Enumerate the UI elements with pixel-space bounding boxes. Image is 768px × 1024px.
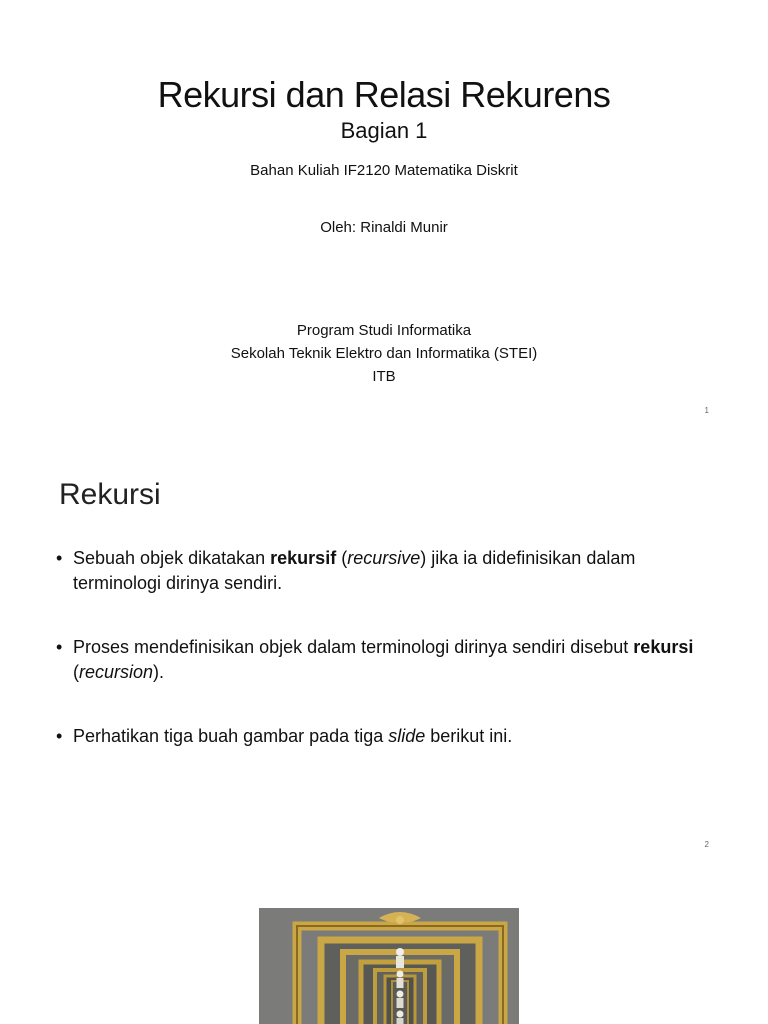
page-number: 2 [704,840,709,849]
bullet-icon: • [56,637,63,657]
slide-3 [0,868,768,1024]
slide-title: Rekursi dan Relasi Rekurens [157,74,611,115]
nested-frames-illustration [259,908,519,1024]
author-line: Oleh: Rinaldi Munir [320,219,448,236]
bullet-text: ). [153,662,165,682]
institution-line-2: Sekolah Teknik Elektro dan Informatika (STEI) [230,345,538,362]
slide-title: Rekursi [59,478,161,511]
slide-1 [0,0,768,432]
bullet-text: ) jika ia didefinisikan dalam terminologi dirinya sendiri. [73,548,636,593]
bullet-icon: • [56,726,63,746]
institution-line-3: ITB [372,368,396,385]
recursive-mirror-frames-photo-icon [259,908,519,1024]
bold-term: rekursi [633,637,694,657]
slide-subtitle: Bagian 1 [340,118,428,143]
bullet-text: Proses mendefinisikan objek dalam terminologi dirinya sendiri disebut [73,637,634,657]
slide-2 [0,434,768,866]
institution-line-1: Program Studi Informatika [296,322,472,339]
bullet-item [56,724,716,749]
bullet-item [56,546,716,596]
bullet-icon: • [56,548,63,568]
course-name: Bahan Kuliah IF2120 Matematika Diskrit [250,162,518,179]
bullet-text: Perhatikan tiga buah gambar pada tiga [73,726,389,746]
bullet-text: ( [336,548,348,568]
italic-term: recursion [79,662,154,682]
bullet-text: berikut ini. [425,726,513,746]
bold-term: rekursif [270,548,337,568]
bullet-text: Sebuah objek dikatakan [73,548,271,568]
italic-term: recursive [347,548,421,568]
bullet-list [56,546,716,749]
bullet-text: ( [73,662,79,682]
bullet-item [56,635,716,685]
page-number: 1 [704,406,709,415]
italic-term: slide [388,726,426,746]
